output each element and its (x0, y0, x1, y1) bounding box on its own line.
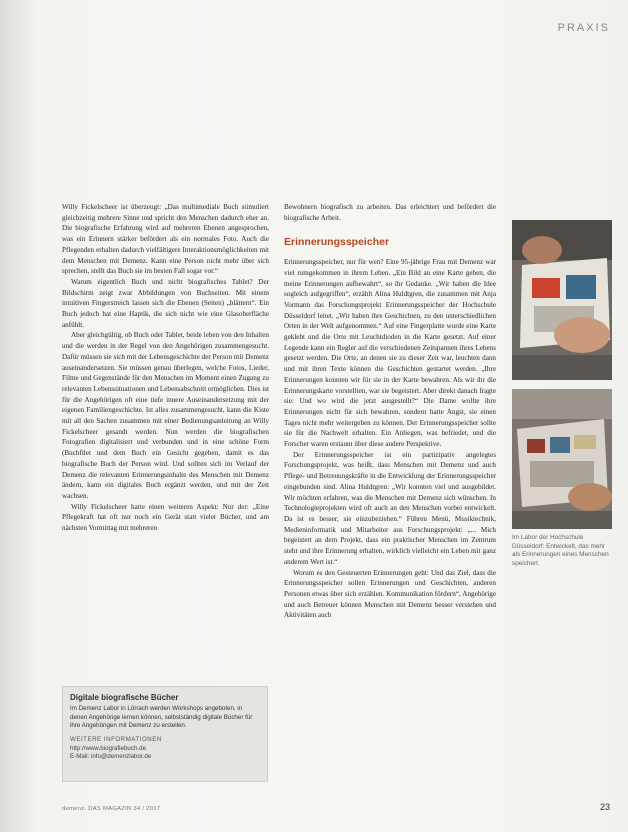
paragraph: Warum eigentlich Buch und nicht biografisches Tablet? Der Bildschirm zeigt zwar Abbildungen von Buchseiten. Mit einem intuitiven Fingerstreich lassen sich die Ebenen (Seiten) „blättern“. Ein Buch jedoch hat eine Haptik, die sich nicht wie eine Glasoberfläche anfühlt. (62, 277, 269, 329)
text-column-right (284, 202, 496, 621)
info-box (62, 686, 268, 782)
page-number: 23 (599, 802, 610, 812)
paragraph: Worum es den Gesteuerten Erinnerungen geht: Und das Ziel, dass die Erinnerungsspeicher sollen Erinnerungen und Geschichten, anderen Personen etwas über sich erzählen. Kommunikation fördern“, Angehörige und auch Betreuer können Menschen mit Demenz besser verstehen und Aktivitäten auch (284, 568, 496, 620)
email-link[interactable]: E-Mail: info@demenzlabor.de (70, 753, 152, 761)
paragraph: Willy Fickelscheer hatte einen weiteren Aspekt: Nur der: „Eine Pflegekraft hat oft nur noch ein Gerät statt vieler Bücher, und am nächsten Vormittag mit mehreren (62, 502, 269, 533)
section-label: PRAXIS (557, 22, 610, 34)
text-column-left (62, 202, 269, 534)
paragraph: Aber gleichgültig, ob Buch oder Tablet, beide leben von den Inhalten und die werden in der Regel von den Angehörigen zusammengesucht. Dafür müssen sie sich mit der Lebensgeschichte der Person mit Demenz auseinandersetzen. Sie müssen genau überlegen, welche Fotos, Lieder, Filme und Gegenstände für den Menschen im Moment einen Zugang zu relevanten Lebenssituationen und Lebensabschnitt ermöglichen. Dies ist für die Angehörigen oft eine tiefe innere Auseinandersetzung mit der eigenen Familiengeschichte. Ist alles zusammengesucht, kann die Kiste mit all den Sachen zusammen mit einer Bedienungsanleitung an Willy Fickelscheer gesandt werden. Nun werden die biografischen Fotografien digitalisiert und verbunden und in eine schöne Form (Buchfilet und dem Buch ein Gesicht gegeben, damit es das biografische Buch der Person wird. Und sollten sich im Verlauf der Demenz die relevanten Erinnerungsinhalte des Menschen mit Demenz ändern, kann ein digitales Buch ergänzt werden, und mit der Zeit wachsen. (62, 331, 269, 500)
paragraph: Erinnerungsspeicher, nur für wen? Eine 95-jährige Frau mit Demenz war viel rumgekommen in ihrem Leben. „Ein Bild an eine Karte geben, die meine Erinnerungen aufbewahrt“, so ihr Gedanke. „Wir haben die Idee sogleich aufgegriffen“, erzählt Alina Huldtgren, die zusammen mit Anja Vormann das Forschungsprojekt Erinnerungsspeicher der Hochschule Düsseldorf leitet. „Wir haben ihre Geschichten, zu den unterschiedlichen Orten in der Welt aufgenommen.“ Auf eine Fingerplatte wurde eine Karte geklebt und die Orte mit Leuchtdioden in die Karte gesetzt. Auf einer Legende kann ein Regler auf die verschiedenen Zeitspannen ihres Lebens gesetzt werden. Die Orte, an denen sie zu dieser Zeit war, leuchten dann und mit ihren Texte können die Geschichten gestartet werden. „Ihre Erinnerungen konnten wir für sie in der Karte bewahren. Als wir ihr die Erinnerungskarte vorstellten, war sie begeistert. Aber direkt danach fragte sie: Und wo wird die jetzt ausgestellt?“ Die Dame wollte ihre Erinnerungen nicht für sich bewahren, sondern hatte Angst, sie einen Tages nicht mehr weitergeben zu können. Der Erinnerungsspeicher sollte sie für die Nachwelt erhalten. Ein Anliegen, was befriedet, und die Forscher waren erstaunt über diese andere Perspektive. (284, 258, 496, 449)
section-subheading: Erinnerungsspeicher (284, 236, 390, 249)
photo-caption: Im Labor der Hochschule Düsseldorf: Entwickelt, das mehr als Erinnerungen eines Menschen speichert. (512, 534, 609, 567)
paragraph: Bewohnern biografisch zu arbeiten. Das erleichtert und befördert die biografische Arbeit. (284, 203, 496, 222)
photo-device-on-table (512, 389, 612, 529)
photo-hands-on-map (512, 220, 612, 380)
info-box-title: Digitale biografische Bücher (70, 693, 179, 702)
paragraph: Der Erinnerungsspeicher ist ein partizipativ angelegtes Forschungsprojekt, was heißt, dass Menschen mit Demenz und auch Pflege- und Betreuungskräfte in die Entwicklung der Erinnerungsspeicher eingebunden sind. Alina Huldtgren: „Wir konnten viel und ausgebildet. Wir möchten erfahren, was die Menschen mit Demenz sich wünschen. In Technologieprojekten wird oft auch an den Menschen vorbei entwickelt. Da ist es besser, sie einzubeziehen.“ Führen Menü, Musiktechnik, Medieninformatik und Mitarbeiter aus Forschungsprojekt: „... Mich begeistert an dem Projekt, dass ein praktischer Menschen im Zentrum steht und ihre Erinnerung erhalten, wirklich vielleicht ein Leben mit ganz anderem Wert ist.“ (284, 450, 496, 566)
footer-text: demenz. DAS MAGAZIN 34 / 2017 (62, 806, 161, 812)
website-link[interactable]: http://www.biografiebuch.de (70, 744, 147, 752)
paragraph: Willy Fickelscheer ist überzeugt: „Das multimediale Buch stimuliert gleichzeitig mehrere Sinne und spricht den Menschen dadurch eher an. Die biografische Erfahrung wird auf mehreren Ebenen angesprochen, was ein Erinnern stärker befördert als ein normales Foto. Auch die Pflegenden erhalten dadurch vielfältigere Interaktionsmöglichkeiten mit dem Menschen mit Demenz. Kann eine Person nicht mehr über sich sprechen, stellt das Buch sie im besten Fall sogar vor.“ (62, 203, 269, 276)
info-box-subtitle: WEITERE INFORMATIONEN (70, 735, 162, 743)
info-box-text: Im Demenz Labor in Lörrach werden Workshops angeboten, in denen Angehörige lernen können, selbstständig digitale Bücher für ihre Angehörigen mit Demenz zu erstellen. (70, 705, 253, 730)
